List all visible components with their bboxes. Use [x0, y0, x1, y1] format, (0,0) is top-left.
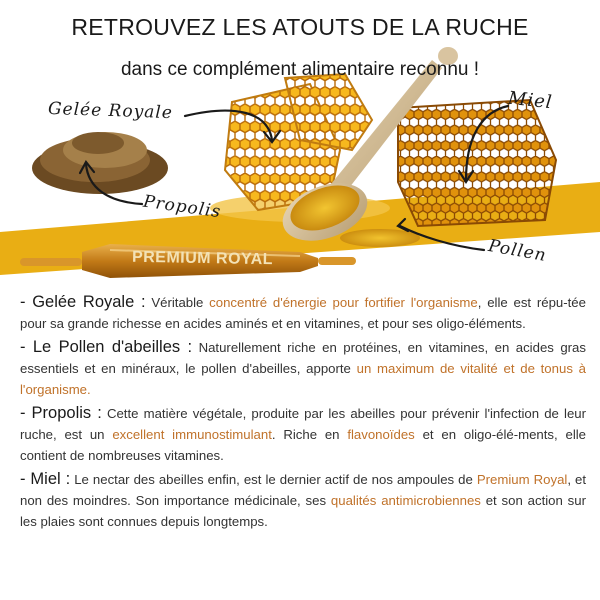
page-title: RETROUVEZ LES ATOUTS DE LA RUCHE	[71, 14, 529, 40]
paragraph-miel: - Miel : Le nectar des abeilles enfin, est le dernier actif de nos ampoules de Premium Royal, et non des moindres. Son importance médicinale, ses qualités antimicrobiennes et son action sur les plaies sont connues depuis longtemps.	[20, 470, 587, 529]
description-text	[20, 292, 586, 535]
label-gelee-royale: Gelée Royale	[47, 98, 174, 124]
paragraph-gelee-royale: - Gelée Royale : Véritable concentré d'énergie pour fortifier l'organisme, elle est répu-tée pour sa grande richesse en acides aminés et en vitamines, et pour ses oligo-éléments.	[20, 293, 586, 331]
page-subtitle: dans ce complément alimentaire reconnu !	[120, 59, 480, 80]
highlight-text: qualités antimicrobiennes	[330, 493, 481, 508]
ampoule-brand: PREMIUM ROYAL	[131, 248, 274, 269]
highlight-text: flavonoïdes	[347, 427, 415, 442]
highlight-text: un maximum de vitalité et de tonus à l'organisme.	[20, 361, 586, 397]
paragraph-heading: - Propolis :	[20, 404, 102, 422]
label-miel: Miel	[507, 87, 554, 114]
label-pollen: Pollen	[486, 236, 549, 266]
hero-banner	[0, 0, 600, 285]
highlight-text: excellent immunostimulant	[112, 427, 272, 442]
paragraph-propolis: - Propolis : Cette matière végétale, produite par les abeilles pour prévenir l'infection de leur ruche, est un excellent immunostimulant. Riche en flavonoïdes et en oligo-élé-ments, elle contient de nombreuses vitamines.	[20, 404, 587, 463]
paragraph-pollen: - Le Pollen d'abeilles : Naturellement riche en protéines, en vitamines, en acides gras essentiels et en minéraux, le pollen d'abeilles, apporte un maximum de vitalité et de tonus à l'organisme.	[20, 338, 586, 397]
highlight-text: Premium Royal	[476, 472, 568, 487]
honeycomb-right	[398, 100, 556, 226]
label-propolis: Propolis	[141, 191, 223, 223]
highlight-text: concentré d'énergie pour fortifier l'organisme	[209, 295, 478, 310]
paragraph-heading: - Gelée Royale :	[20, 293, 146, 311]
paragraph-heading: - Miel :	[20, 470, 71, 488]
paragraph-heading: - Le Pollen d'abeilles :	[20, 338, 193, 356]
